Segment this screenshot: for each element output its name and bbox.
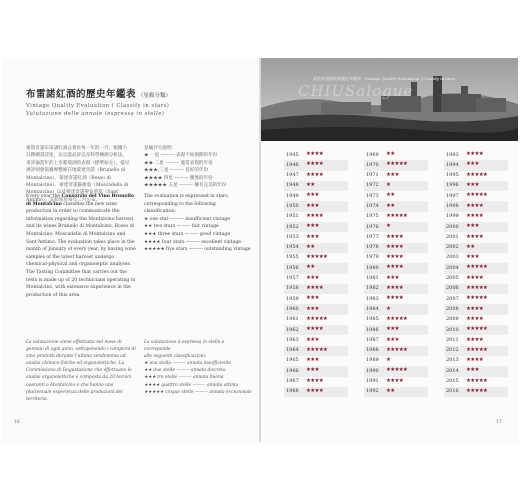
vintage-row <box>284 325 348 335</box>
vintage-year: 1962 <box>286 326 299 333</box>
vintage-year: 1948 <box>286 182 299 189</box>
class-zh-line: ★★★★★ 五星 ——— 擁有完美的年份 <box>144 183 227 189</box>
landscape-photo <box>261 58 518 141</box>
vintage-row <box>444 274 508 284</box>
vintage-year: 2010 <box>446 326 459 333</box>
vintage-stars: ★★★★★ <box>306 346 328 353</box>
class-it-line: ★★★★ quattro stelle ——— annata ottima <box>144 382 239 388</box>
subtitle-en: Vintage Quality Evaluation ( Classify in stars) <box>26 103 170 109</box>
class-zh-line: ★★ 二星 ——— 適當表現的年份 <box>144 160 213 166</box>
vintage-row <box>444 150 508 160</box>
class-zh-line: 星級評分說明： <box>144 146 177 151</box>
classes-en <box>144 193 251 254</box>
vintage-stars: ★★★★ <box>306 388 323 395</box>
class-en-line: ★★★ three stars ——— good vintage <box>144 231 231 237</box>
vintage-year: 1989 <box>366 357 379 364</box>
vintage-stars: ★★ <box>386 202 395 209</box>
vintage-row <box>364 325 428 335</box>
vintage-stars: ★★★ <box>466 182 479 189</box>
vintage-stars: ★★★★★ <box>466 346 488 353</box>
vintage-row <box>364 253 428 263</box>
class-en-line: ★★★★★ five stars ——— outstanding vintage <box>144 247 251 253</box>
vintage-year: 1981 <box>366 275 379 282</box>
vintage-row <box>444 325 508 335</box>
vintage-row <box>364 243 428 253</box>
vintage-stars: ★ <box>386 182 391 189</box>
vintage-column-2 <box>364 150 428 397</box>
vintage-year: 2014 <box>446 367 459 374</box>
vintage-row <box>364 356 428 366</box>
vintage-year: 2016 <box>446 388 459 395</box>
vintage-year: 1970 <box>366 161 379 168</box>
vintage-year: 1968 <box>286 388 299 395</box>
vintage-stars: ★★★ <box>306 367 319 374</box>
vintage-row <box>284 304 348 314</box>
vintage-year: 1963 <box>286 336 299 343</box>
vintage-row <box>364 335 428 345</box>
vintage-stars: ★★ <box>386 388 395 395</box>
vintage-year: 2008 <box>446 305 459 312</box>
class-it-line: ★ una stella ——— annata insufficiente <box>144 361 232 367</box>
vintage-stars: ★★★★★ <box>386 212 408 219</box>
vintage-year: 1996 <box>446 182 459 189</box>
title-zh: 布雷諾紅酒的歷史年鑑表 <box>26 89 137 100</box>
vintage-row <box>364 160 428 170</box>
class-it-line: alle seguenti classificazioni: <box>144 354 207 360</box>
vintage-stars: ★★★ <box>386 274 399 281</box>
vintage-stars: ★★★★ <box>306 326 323 333</box>
vintage-year: 1958 <box>286 285 299 292</box>
vintage-stars: ★★★★ <box>466 233 483 240</box>
vintage-stars: ★★★★ <box>466 357 483 364</box>
vintage-row <box>284 150 348 160</box>
class-it-line: La valutazione è espressa in stelle e corrisponde <box>144 340 225 353</box>
vintage-row <box>444 222 508 232</box>
vintage-stars: ★★★★ <box>466 336 483 343</box>
vintage-row <box>444 201 508 211</box>
vintage-row <box>284 377 348 387</box>
description-en-rest: classifies the new wine production in order to communicate the information regarding the Montalcino harvest and its wines Brunello di Montalcino, Rosso di Montalcino, Moscadello di Montalcino and Sant'Antimo. The evaluation takes place in the month of January of every year, by having wine samples of the latest harvest undergo chemical-physical and organoleptic analyses. The Tasting Committee that carries out the tests is made up of 20 technicians operating in Montalcino, with extensive experience in the production of this area. <box>26 201 136 298</box>
vintage-row <box>364 315 428 325</box>
vintage-row <box>444 315 508 325</box>
vintage-row <box>364 201 428 211</box>
vintage-year: 1955 <box>286 254 299 261</box>
class-it-line: ★★★★★ cinque stelle ——— annata eccezionale <box>144 389 252 395</box>
vintage-year: 2015 <box>446 378 459 385</box>
vintage-row <box>444 387 508 397</box>
vintage-stars: ★★★ <box>306 295 319 302</box>
vintage-stars: ★★★★★ <box>466 285 488 292</box>
description-it: La valutazione viene effettuata nel mese di gennaio di ogni anno, sottoponendo i campioni di vino prodotti durante l'ultima vendemmia ad analisi chimico-fisiche ed organolettiche. La Commissione di Degustazione che effettuano le analisi organolettiche è composta da 20 tecnici operanti a Montalcino e che hanno una pluriennale esperienza delle produzioni del territorio. <box>26 340 136 402</box>
vintage-year: 1946 <box>286 161 299 168</box>
page-title <box>26 86 171 100</box>
vintage-year: 1982 <box>366 285 379 292</box>
vintage-year: 2013 <box>446 357 459 364</box>
vintage-row <box>444 346 508 356</box>
class-it-line: ★★★ tre stelle ——— annata buona <box>144 375 224 381</box>
vintage-stars: ★ <box>386 223 391 230</box>
vintage-row <box>284 201 348 211</box>
vintage-stars: ★★★ <box>386 336 399 343</box>
vintage-row <box>364 232 428 242</box>
vintage-stars: ★★★ <box>306 202 319 209</box>
vintage-row <box>284 294 348 304</box>
vintage-row <box>444 377 508 387</box>
vintage-year: 2004 <box>446 264 459 271</box>
vintage-year: 2000 <box>446 223 459 230</box>
vintage-stars: ★★★★★ <box>466 192 488 199</box>
description-en <box>26 193 136 299</box>
vintage-year: 1986 <box>366 326 379 333</box>
vintage-stars: ★★★★ <box>306 161 323 168</box>
vintage-year: 1994 <box>446 161 459 168</box>
vintage-stars: ★★★★ <box>386 295 403 302</box>
vintage-column-1 <box>284 150 348 397</box>
vintage-row <box>284 191 348 201</box>
vintage-year: 1976 <box>366 223 379 230</box>
vintage-year: 1977 <box>366 233 379 240</box>
vintage-row <box>444 171 508 181</box>
vintage-year: 1957 <box>286 275 299 282</box>
vintage-row <box>284 222 348 232</box>
vintage-year: 1990 <box>366 367 379 374</box>
vintage-row <box>364 387 428 397</box>
vintage-row <box>284 284 348 294</box>
vintage-row <box>364 181 428 191</box>
vintage-stars: ★★★★★ <box>466 377 488 384</box>
vintage-row <box>444 366 508 376</box>
vintage-year: 1952 <box>286 223 299 230</box>
vintage-row <box>284 181 348 191</box>
vintage-row <box>284 335 348 345</box>
class-en-line: ★ one star ——— insufficient vintage <box>144 216 231 222</box>
vintage-stars: ★★★★★ <box>466 388 488 395</box>
vintage-stars: ★★★★★ <box>466 171 488 178</box>
vintage-row <box>364 304 428 314</box>
vintage-year: 1983 <box>366 295 379 302</box>
vintage-stars: ★ <box>386 357 391 364</box>
vintage-row <box>284 171 348 181</box>
page-number-left: 16 <box>14 420 20 425</box>
vintage-row <box>284 232 348 242</box>
vintage-stars: ★★★★ <box>306 212 323 219</box>
vintage-stars: ★★★ <box>386 171 399 178</box>
vintage-row <box>444 243 508 253</box>
vintage-year: 2001 <box>446 233 459 240</box>
vintage-stars: ★★★ <box>466 254 479 261</box>
vintage-year: 1961 <box>286 316 299 323</box>
classes-it <box>144 339 252 396</box>
vintage-row <box>364 212 428 222</box>
vintage-year: 1980 <box>366 264 379 271</box>
vintage-year: 1969 <box>366 151 379 158</box>
vintage-year: 1954 <box>286 244 299 251</box>
vintage-year: 1991 <box>366 378 379 385</box>
vintage-stars: ★★★★★ <box>386 315 408 322</box>
vintage-stars: ★★★★ <box>466 305 483 312</box>
vintage-stars: ★★★★ <box>386 285 403 292</box>
class-en-line: ★★★★ four stars ——— excellent vintage <box>144 239 242 245</box>
vintage-year: 1953 <box>286 233 299 240</box>
vintage-row <box>364 150 428 160</box>
vintage-year: 2012 <box>446 347 459 354</box>
vintage-stars: ★★ <box>386 151 395 158</box>
classes-zh <box>144 145 234 189</box>
vintage-row <box>444 212 508 222</box>
vintage-row <box>364 294 428 304</box>
vintage-row <box>364 346 428 356</box>
vintage-row <box>444 232 508 242</box>
vintage-stars: ★★★ <box>306 233 319 240</box>
vintage-row <box>284 212 348 222</box>
class-zh-line: ★ 一星 ——— 表現不如預期的年份 <box>144 153 218 159</box>
vintage-stars: ★★★★★ <box>386 161 408 168</box>
vintage-row <box>444 160 508 170</box>
vintage-year: 2002 <box>446 244 459 251</box>
vintage-column-3 <box>444 150 508 397</box>
vintage-row <box>364 377 428 387</box>
vintage-row <box>364 191 428 201</box>
vintage-stars: ★★★ <box>386 326 399 333</box>
vintage-row <box>284 263 348 273</box>
photo-caption: 蒙塔奇諾酒莊與歷史年鑑表 · Vintage Quality Evaluation | Classify in stars <box>313 76 456 81</box>
consorzio-name: Consorzio del Vino Brunello di Montalcino <box>26 194 134 207</box>
vintage-year: 2003 <box>446 254 459 261</box>
photo-watermark: CHIUSalogue <box>298 82 414 100</box>
vintage-year: 1951 <box>286 213 299 220</box>
vintage-stars: ★★★ <box>466 367 479 374</box>
vintage-year: 1950 <box>286 202 299 209</box>
vintage-stars: ★★★★ <box>466 151 483 158</box>
vintage-stars: ★★★ <box>306 357 319 364</box>
vintage-year: 1993 <box>446 151 459 158</box>
vintage-year: 1997 <box>446 192 459 199</box>
class-it-line: ★★ due stelle ——— annata discreta <box>144 368 226 374</box>
vintage-stars: ★★★★ <box>306 377 323 384</box>
vintage-row <box>364 274 428 284</box>
vintage-stars: ★★★★ <box>306 285 323 292</box>
vintage-stars: ★★★ <box>306 223 319 230</box>
vintage-stars: ★★★ <box>306 336 319 343</box>
vintage-stars: ★★★★ <box>466 315 483 322</box>
vintage-stars: ★★★★ <box>306 151 323 158</box>
vintage-stars: ★★★★ <box>386 264 403 271</box>
vintage-stars: ★★★★★ <box>386 367 408 374</box>
vintage-year: 1999 <box>446 213 459 220</box>
vintage-stars: ★★★★★ <box>306 254 328 261</box>
vintage-row <box>364 284 428 294</box>
vintage-year: 1966 <box>286 367 299 374</box>
vintage-row <box>284 315 348 325</box>
vintage-year: 1975 <box>366 213 379 220</box>
vintage-year: 1985 <box>366 316 379 323</box>
vintage-row <box>364 263 428 273</box>
vintage-stars: ★★★★ <box>386 243 403 250</box>
subtitle-it: Valutazione delle annate (espressa in stelle) <box>26 111 165 117</box>
vintage-year: 1992 <box>366 388 379 395</box>
vintage-year: 1965 <box>286 357 299 364</box>
vintage-stars: ★★★★★ <box>386 346 408 353</box>
vintage-year: 1973 <box>366 192 379 199</box>
vintage-row <box>284 346 348 356</box>
vintage-stars: ★★★★ <box>306 171 323 178</box>
vintage-year: 2011 <box>446 336 459 343</box>
vintage-row <box>284 356 348 366</box>
vintage-year: 1964 <box>286 347 299 354</box>
vintage-year: 2006 <box>446 285 459 292</box>
vintage-row <box>444 335 508 345</box>
vintage-stars: ★★★ <box>306 274 319 281</box>
vintage-year: 1949 <box>286 192 299 199</box>
vintage-stars: ★★★★★ <box>466 295 488 302</box>
vintage-row <box>364 366 428 376</box>
vintage-year: 1972 <box>366 182 379 189</box>
vintage-stars: ★★★ <box>466 161 479 168</box>
vintage-row <box>444 263 508 273</box>
vintage-year: 1998 <box>446 202 459 209</box>
vintage-stars: ★★★ <box>466 223 479 230</box>
vintage-stars: ★★★★ <box>386 254 403 261</box>
vintage-year: 2005 <box>446 275 459 282</box>
vintage-year: 2009 <box>446 316 459 323</box>
vintage-stars: ★★ <box>306 182 315 189</box>
vintage-year: 1984 <box>366 305 379 312</box>
vintage-stars: ★★ <box>386 192 395 199</box>
class-en-line: ★★ two stars ——— fair vintage <box>144 224 219 230</box>
vintage-row <box>444 181 508 191</box>
vintage-row <box>364 222 428 232</box>
vintage-row <box>444 356 508 366</box>
vintage-year: 1959 <box>286 295 299 302</box>
vintage-row <box>284 387 348 397</box>
vintage-row <box>284 253 348 263</box>
vintage-stars: ★★ <box>466 243 475 250</box>
vintage-row <box>284 274 348 284</box>
vintage-year: 1960 <box>286 305 299 312</box>
vintage-year: 1979 <box>366 254 379 261</box>
vintage-row <box>284 243 348 253</box>
vintage-row <box>444 294 508 304</box>
vintage-year: 1978 <box>366 244 379 251</box>
vintage-stars: ★★★★ <box>466 202 483 209</box>
vintage-year: 2007 <box>446 295 459 302</box>
vintage-stars: ★★★★★ <box>306 315 328 322</box>
vintage-year: 1947 <box>286 172 299 179</box>
vintage-year: 1988 <box>366 347 379 354</box>
class-zh-line: ★★★★ 四星 ——— 優異的年份 <box>144 175 213 181</box>
vintage-row <box>444 191 508 201</box>
class-zh-line: ★★★ 三星 ——— 良好的年份 <box>144 168 209 174</box>
vintage-stars: ★★★★ <box>466 212 483 219</box>
class-en-line: corresponding to the following classification: <box>144 201 216 215</box>
vintage-year: 1967 <box>286 378 299 385</box>
vintage-row <box>284 160 348 170</box>
vintage-row <box>444 304 508 314</box>
vintage-row <box>364 171 428 181</box>
vintage-year: 1971 <box>366 172 379 179</box>
vintage-row <box>284 366 348 376</box>
class-en-line: The evaluation is expressed in stars, <box>144 194 230 199</box>
vintage-stars: ★★★★ <box>386 233 403 240</box>
vintage-stars: ★★★★ <box>386 377 403 384</box>
vintage-stars: ★★ <box>306 264 315 271</box>
vintage-row <box>444 253 508 263</box>
vintage-stars: ★ <box>386 305 391 312</box>
vintage-row <box>444 284 508 294</box>
title-zh-sub: （星級分類） <box>138 93 172 99</box>
vintage-stars: ★★★★ <box>466 274 483 281</box>
vintage-year: 1945 <box>286 151 299 158</box>
vintage-stars: ★★★ <box>306 192 319 199</box>
vintage-stars: ★★★★★ <box>466 264 488 271</box>
vintage-stars: ★★ <box>306 243 315 250</box>
description-en-lead: Every year the <box>26 194 62 199</box>
vintage-stars: ★★★ <box>306 305 319 312</box>
vintage-year: 1974 <box>366 202 379 209</box>
vintage-year: 1956 <box>286 264 299 271</box>
page-number-right: 17 <box>496 420 502 425</box>
intro-zh: 蒙塔奇諾布雷諾紅酒公會於每一年的一月，根據力日鐸爾書詳述，以官能品評以及科學檢測分析法，來評論當年的上市葡萄酒的表現（標準如左），提早裸評則會依據裡整條在地蒙達奇諾（Brunello di Montalcino）、蒙達奇諾紅酒（Rosso di Montalcino）、蒙達奇諾蘇維翁（Moscadello di Montalcino）以及蒙達奇諾聖安蒂莫（Sant' Antimo），其結果於每年二月公布。 <box>26 146 130 203</box>
vintage-year: 1987 <box>366 336 379 343</box>
vintage-stars: ★★★★★ <box>466 326 488 333</box>
vintage-year: 1995 <box>446 172 459 179</box>
